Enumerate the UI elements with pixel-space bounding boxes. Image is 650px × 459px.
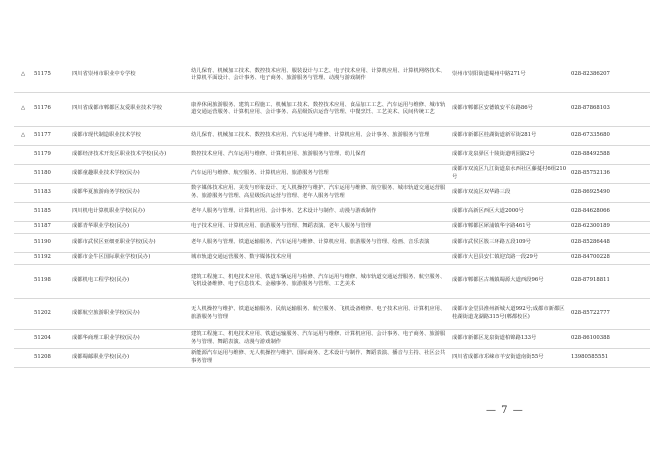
school-majors: 无人机操控与维护、铁道运输服务、民航运输服务、航空服务、飞机设备维修、电子技术应用、计算机应用、旅游服务与管理 [191,306,446,320]
school-majors: 城市轨道交通运营服务、数字媒体技术应用 [191,254,292,261]
table-row [14,221,650,233]
school-address: 成都市郫都区犀浦镇华字路461号 [452,223,531,230]
row-mark [14,164,32,183]
school-code: 51202 [34,309,51,316]
school-code: 51187 [34,223,51,230]
school-majors: 汽车运用与维修、航空服务、计算机应用、旅游服务与管理 [191,169,329,176]
school-address: 成都市郫都区安德镇安平东路86号 [452,105,533,112]
row-mark: △ [20,131,26,138]
school-name: 四川省崇州市职业中专学校 [72,71,136,78]
school-code: 51177 [34,131,51,138]
school-code: 51176 [34,105,51,112]
school-address: 成都市郫都区古城镇蜀源大道西段96号 [452,277,544,284]
row-mark [14,329,32,348]
row-mark [14,183,32,202]
school-majors: 康养休闲旅游服务、建筑工程施工、机械加工技术、数控技术应用、食品加工工艺、汽车运用与维修、城市轨道交通运营服务、计算机应用、会计事务、高星级饭店运营与管理、中餐烹饪、工艺美术、民间传统工艺 [191,101,446,115]
school-address: 成都市新都区龙泉街道柏锦路133号 [452,334,537,341]
school-phone: 028-85286448 [571,238,610,245]
school-phone: 028-67335680 [571,131,610,138]
school-majors: 幼儿保育、机械加工技术、数控技术应用、服装设计与工艺、电子技术应用、计算机应用、计算机网络技术、计算机平面设计、会计事务、电子商务、旅游服务与管理、动漫与游戏制作 [191,67,446,81]
table-row [14,202,650,221]
table-row [14,126,650,145]
school-code: 51204 [34,334,51,341]
school-majors: 数字媒体技术应用、美发与形象设计、无人机操控与维护、汽车运用与维修、航空服务、城市轨道交通运营服务、旅游服务与管理、高星级饭店运营与管理、老年人服务与管理 [191,185,446,199]
school-phone: 028-84700228 [571,254,610,261]
school-phone: 028-87918811 [571,277,610,284]
school-name: 四川省成都市郫都区友爱职业技术学校 [72,105,163,112]
table-row [14,145,650,164]
table-row [14,58,650,92]
school-address: 成都市双流区双华路三段 [452,188,511,195]
table-row [14,252,650,264]
school-address: 成都市武侯区簇三环路五段109号 [452,238,531,245]
school-address: 成都市龙泉驿区十陵街道明园路2号 [452,150,535,157]
school-name: 成都华夏旅游商务学校(民办) [72,188,140,195]
school-phone: 028-87868103 [571,105,610,112]
table-row [14,233,650,252]
school-name: 四川机电计算机职业学校(民办) [72,207,145,214]
table-row [14,264,650,298]
row-mark [14,202,32,221]
table-row [14,329,650,348]
school-address: 成都市高新区西区大道2000号 [452,207,524,214]
row-mark [14,221,32,233]
school-name: 成都经济技术开发区职业技术学校(民办) [72,150,167,157]
school-phone: 028-86100388 [571,334,610,341]
school-table-body [14,58,650,367]
page-number: — 7 — [486,405,524,416]
table-row [14,298,650,329]
table-row [14,92,650,126]
school-code: 51190 [34,238,51,245]
school-code: 51179 [34,150,51,157]
row-mark [14,348,32,367]
school-name: 成都蜀邮职业学校(民办) [72,353,130,360]
school-code: 51180 [34,169,51,176]
school-phone: 028-88492588 [571,150,610,157]
school-phone: 13980585551 [571,353,609,360]
school-address: 成都市双流区九江街道泉水西社区藤蔓村6组210号 [452,166,567,180]
school-address: 成都市新都区桂湖街道新军街281号 [452,131,537,138]
row-mark: △ [20,71,26,78]
school-majors: 老年人服务与管理、铁道运输服务、汽车运用与维修、计算机应用、旅游服务与管理、绘画、音乐表演 [191,238,430,245]
row-mark [14,145,32,164]
school-majors: 老年人服务与管理、计算机应用、会计事务、艺术设计与制作、动漫与游戏制作 [191,207,377,214]
school-majors: 幼儿保育、机械加工技术、数控技术应用、汽车运用与维修、计算机应用、会计事务、旅游服务与管理 [191,131,430,138]
table-row [14,164,650,183]
school-majors: 建筑工程施工、机电技术应用、铁道运输服务、汽车运用与维修、计算机应用、会计事务、电子商务、旅游服务与管理、舞蹈表演、动漫与游戏制作 [191,331,446,345]
school-name: 成都市武侯区亚细亚职业学校(民办) [72,238,156,245]
school-address: 成都市大邑县安仁镇迎宾路一段29号 [452,254,539,261]
row-mark [14,233,32,252]
school-phone: 028-85752136 [571,169,610,176]
school-majors: 建筑工程施工、机电技术应用、铁道车辆运用与检修、汽车运用与维修、城市轨道交通运营服务、航空服务、飞机设备维修、电子信息技术、金融事务、旅游服务与管理、工艺美术 [191,273,446,287]
school-name: 成都市金牛区国际职业学校(民办) [72,254,151,261]
school-phone: 028-84628066 [571,207,610,214]
school-phone: 028-86925490 [571,188,610,195]
school-table [14,58,650,368]
school-address: 崇州市崇阳街道蜀州中路271号 [452,71,526,78]
school-code: 51183 [34,188,51,195]
row-mark: △ [20,105,26,112]
school-phone: 028-62300189 [571,223,610,230]
school-name: 成都市现代制造职业技术学校 [72,131,141,138]
school-majors: 新能源汽车运用与维修、无人机操控与维护、国际商务、艺术设计与制作、舞蹈表演、播音与主持、社区公共事务管理 [191,350,446,364]
row-mark [14,264,32,298]
school-code: 51185 [34,207,51,214]
school-name: 成都青华职业学校(民办) [72,223,130,230]
row-mark [14,298,32,329]
school-code: 51208 [34,353,51,360]
school-code: 51192 [34,254,51,261]
school-name: 成都童趣职业技术学校(民办) [72,169,140,176]
school-address: 成都市金堂县淮州新城大道992号;成都市新都区桂湖街道龙湖路315号(郫都校区) [452,306,565,320]
school-name: 成都航空旅游职业学校(民办) [72,309,140,316]
school-name: 成都机电工程学校(民办) [72,277,130,284]
school-phone: 028-82386207 [571,71,610,78]
school-name: 成都华商理工职业学校(民办) [72,334,140,341]
school-majors: 数控技术应用、汽车运用与维修、计算机应用、旅游服务与管理、幼儿保育 [191,150,366,157]
school-majors: 电子技术应用、计算机应用、旅游服务与管理、舞蹈表演、老年人服务与管理 [191,223,372,230]
school-phone: 028-85722777 [571,309,610,316]
school-address: 四川省成都市邛崃市羊安街道南街55号 [452,353,544,360]
table-row [14,348,650,367]
table-row [14,183,650,202]
row-mark [14,252,32,264]
school-code: 51198 [34,277,51,284]
school-code: 51175 [34,71,51,78]
